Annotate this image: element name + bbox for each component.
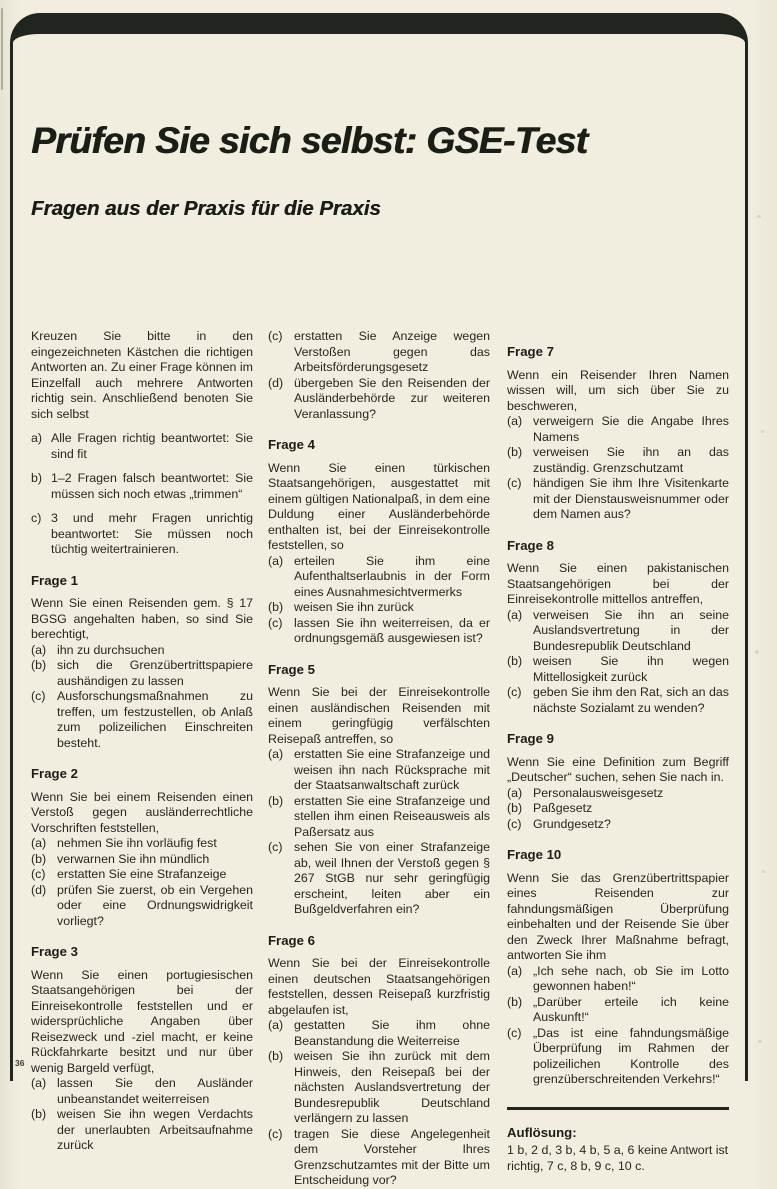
option-row [507,654,729,685]
option-text: sich die Grenzübertrittspapiere aushändigen zu lassen [57,658,253,688]
question-text: Wenn Sie bei der Einreisekontrolle einen deutschen Staatsangehörigen feststellen, dessen Reisepaß kurzfristig abgelaufen ist, [268,956,490,1017]
question-heading: Frage 7 [507,344,554,359]
scan-speck [761,430,764,433]
option-text: weisen Sie ihn zurück mit dem Hinweis, den Reisepaß bei der nächsten Auslandsvertretung der Bundesrepublik Deutschland verlängern zu lassen [294,1049,490,1125]
option-text: erstatten Sie Anzeige wegen Verstoßen gegen das Arbeitsförderungsgesetz [294,329,490,374]
option-label: (b) [507,994,523,1009]
question-heading: Frage 8 [507,537,554,553]
grade-label: c) [31,511,42,525]
column-1 [31,329,253,1154]
option-row [268,840,490,918]
option-row [268,329,490,376]
option-label: (c) [268,615,283,630]
option-label: (c) [31,689,46,703]
column-2 [268,329,490,1189]
option-label: (d) [31,882,47,897]
question-heading: Frage 10 [507,847,562,862]
option-text: übergeben Sie den Reisenden der Ausländerbehörde zur weiteren Veranlassung? [294,375,490,421]
option-row [507,1026,729,1088]
option-text: erstatten Sie eine Strafanzeige [57,867,227,881]
option-label: (a) [507,963,523,978]
option-text: lassen Sie ihn weiterreisen, da er ordnungsgemäß ausgewiesen ist? [294,615,490,645]
option-text: weisen Sie ihn wegen Mittellosigkeit zurück [533,654,729,684]
option-label: (b) [31,658,47,672]
option-text: lassen Sie den Ausländer unbeanstandet weiterreisen [57,1076,253,1106]
option-text: händigen Sie ihm Ihre Visitenkarte mit der Dienstausweisnummer oder dem Namen aus? [533,476,729,521]
option-label: (b) [507,801,523,815]
option-text: „Das ist eine fahndungsmäßige Überprüfung im Rahmen der polizeilichen Kontrolle des grenzüberschreitenden Verkehrs!“ [533,1025,729,1086]
question-3-continued [268,329,490,422]
option-row [268,1018,490,1049]
option-row [31,883,253,930]
grade-item [31,471,253,502]
option-row [31,852,253,868]
option-text: nehmen Sie ihn vorläufig fest [57,836,217,850]
option-row [268,376,490,423]
question-text: Wenn Sie bei einem Reisenden einen Verstoß gegen ausländerrechtliche Vorschriften feststellen, [31,789,253,835]
option-label: (c) [507,476,522,490]
option-row [268,616,490,647]
question-10 [507,847,729,1088]
option-text: Personalausweisgesetz [533,785,664,800]
option-label: (c) [507,1025,522,1040]
question-9 [507,731,729,832]
question-4 [268,437,490,647]
question-text: Wenn Sie das Grenzübertrittspapier eines Reisenden zur fahndungsmäßigen Überprüfung einbehalten und der Reisende Sie über den Zweck Ihrer Maßnahme befragt, antworten Sie ihm [507,870,729,962]
question-heading: Frage 6 [268,932,315,948]
option-label: (c) [268,840,283,854]
option-text: erstatten Sie eine Strafanzeige und weisen ihn nach Rücksprache mit der Staatsanwaltschaft zurück [294,747,490,792]
scan-speck [757,215,761,218]
option-row [507,801,729,817]
question-text: Wenn Sie bei der Einreisekontrolle einen ausländischen Reisenden mit einem geringfügig verfälschten Reisepaß antreffen, so [268,685,490,746]
option-text: Ausforschungsmaßnahmen zu treffen, um festzustellen, ob Anlaß zum polizeilichen Einschreiten besteht. [57,689,253,750]
option-label: (b) [507,445,523,459]
option-row [507,817,729,833]
grade-text: Alle Fragen richtig beantwortet: Sie sind fit [51,431,253,461]
question-heading: Frage 2 [31,766,78,781]
page-subtitle: Fragen aus der Praxis für die Praxis [31,197,381,220]
option-text: gestatten Sie ihm ohne Beanstandung die Weiterreise [294,1018,490,1048]
option-label: (a) [31,642,47,657]
option-row [268,600,490,616]
option-row [31,867,253,883]
grade-item [31,511,253,558]
option-label: (c) [268,329,283,343]
question-heading: Frage 9 [507,731,554,746]
option-text: weisen Sie ihn zurück [294,600,414,614]
option-label: (c) [268,1126,283,1141]
option-text: weisen Sie ihn wegen Verdachts der unerlaubten Arbeitsaufnahme zurück [57,1107,253,1152]
option-row [31,1076,253,1107]
question-heading: Frage 1 [31,572,78,588]
question-text: Wenn Sie einen pakistanischen Staatsangehörigen bei der Einreisekontrolle mittellos antreffen, [507,561,729,606]
option-text: „Darüber erteile ich keine Auskunft!“ [533,994,729,1024]
page-title: Prüfen Sie sich selbst: GSE-Test [31,120,588,161]
question-5 [268,662,490,918]
option-label: (c) [507,816,522,831]
grade-item [31,431,253,462]
question-7 [507,344,729,523]
option-row [31,836,253,852]
option-label: (b) [507,654,523,668]
option-row [507,476,729,523]
answer-key-text: 1 b, 2 d, 3 b, 4 b, 5 a, 6 keine Antwort ist richtig, 7 c, 8 b, 9 c, 10 c. [507,1143,729,1173]
option-label: (b) [268,793,284,808]
option-text: „Ich sehe nach, ob Sie im Lotto gewonnen haben!“ [533,963,729,993]
option-row [507,445,729,476]
grade-label: a) [31,431,43,445]
option-text: verweisen Sie ihn an seine Auslandsvertretung in der Bundesrepublik Deutschland [533,607,729,653]
option-row [268,747,490,794]
scan-edge-mark [1,8,3,90]
answer-key-heading: Auflösung: [507,1124,577,1140]
question-3 [31,944,253,1154]
question-8 [507,538,729,717]
question-text: Wenn Sie eine Definition zum Begriff „Deutscher“ suchen, sehen Sie nach in. [507,754,729,784]
option-text: ihn zu durchsuchen [57,642,165,657]
option-row [507,608,729,655]
option-label: (b) [268,1049,284,1063]
option-row [268,554,490,601]
option-text: geben Sie ihm den Rat, sich an das nächste Sozialamt zu wenden? [533,685,729,715]
question-heading: Frage 3 [31,944,78,959]
option-row [507,414,729,445]
question-2 [31,766,253,929]
option-text: verweisen Sie ihn an das zuständig. Grenzschutzamt [533,445,729,475]
option-row [507,995,729,1026]
question-heading: Frage 4 [268,437,315,452]
option-row [268,1049,490,1127]
option-text: erteilen Sie ihm eine Aufenthaltserlaubnis in der Form eines Ausnahmesichtvermerks [294,553,490,599]
option-text: verwarnen Sie ihn mündlich [57,851,210,866]
question-text: Wenn Sie einen portugiesischen Staatsangehörigen bei der Einreisekontrolle feststellen und er widersprüchliche Angaben über Reisezweck und -ziel macht, er keine Rückfahrkarte besitzt und nur über wenig Bargeld verfügt, [31,967,253,1075]
page-number: 36 [15,1058,25,1068]
option-label: (a) [507,414,523,428]
option-row [31,658,253,689]
option-row [31,643,253,659]
option-label: (c) [507,685,522,699]
option-text: Grundgesetz? [533,816,611,831]
question-1 [31,573,253,752]
option-row [268,1127,490,1189]
option-text: sehen Sie von einer Strafanzeige ab, weil Ihnen der Verstoß gegen § 267 StGB nur sehr geringfügig erscheint, leiten aber ein Bußgeldverfahren ein? [294,840,490,916]
option-label: (a) [268,1018,284,1032]
answer-key-divider [507,1107,729,1110]
option-label: (a) [31,836,47,850]
grade-text: 1–2 Fragen falsch beantwortet: Sie müssen sich noch etwas „trimmen“ [51,471,253,501]
option-label: (b) [31,851,47,866]
option-text: erstatten Sie eine Strafanzeige und stellen ihm einen Reiseausweis als Paßersatz aus [294,793,490,839]
grade-text: 3 und mehr Fragen unrichtig beantwortet: Sie müssen noch tüchtig weitertrainieren. [51,511,253,556]
question-6 [268,933,490,1189]
option-text: Paßgesetz [533,801,593,815]
option-row [507,685,729,716]
option-label: (a) [507,607,523,622]
option-label: (b) [268,600,284,614]
scan-speck [758,1040,762,1043]
option-label: (c) [31,867,46,881]
option-row [507,964,729,995]
scan-speck [755,650,759,654]
option-label: (a) [31,1076,47,1090]
question-text: Wenn ein Reisender Ihren Namen wissen will, um sich über Sie zu beschweren, [507,367,729,413]
option-text: verweigern Sie die Angabe Ihres Namens [533,414,729,444]
option-text: tragen Sie diese Angelegenheit dem Vorsteher Ihres Grenzschutzamtes mit der Bitte um Entscheidung vor? [294,1126,490,1187]
option-label: (d) [268,375,284,390]
option-row [31,689,253,751]
option-label: (b) [31,1107,47,1121]
question-text: Wenn Sie einen türkischen Staatsangehörigen, ausgestattet mit einem gültigen Nationalpaß, in dem eine Duldung einer Ausländerbehörde enthalten ist, bei der Einreisekontrolle feststellen, so [268,460,490,552]
column-3 [507,329,729,1174]
option-row [507,786,729,802]
scan-speck [762,870,765,873]
question-heading: Frage 5 [268,661,315,677]
intro-paragraph: Kreuzen Sie bitte in den eingezeichneten Kästchen die richtigen Antworten an. Zu einer Frage können im Einzelfall auch mehrere Antworten richtig sein. Anschließend benoten Sie sich selbst [31,329,253,421]
option-row [268,794,490,841]
option-label: (a) [507,785,523,800]
option-text: prüfen Sie zuerst, ob ein Vergehen oder eine Ordnungswidrigkeit vorliegt? [57,882,253,928]
grade-label: b) [31,471,43,485]
option-label: (a) [268,553,284,568]
option-row [31,1107,253,1154]
question-text: Wenn Sie einen Reisenden gem. § 17 BGSG angehalten haben, so sind Sie berechtigt, [31,596,253,641]
option-label: (a) [268,747,284,761]
